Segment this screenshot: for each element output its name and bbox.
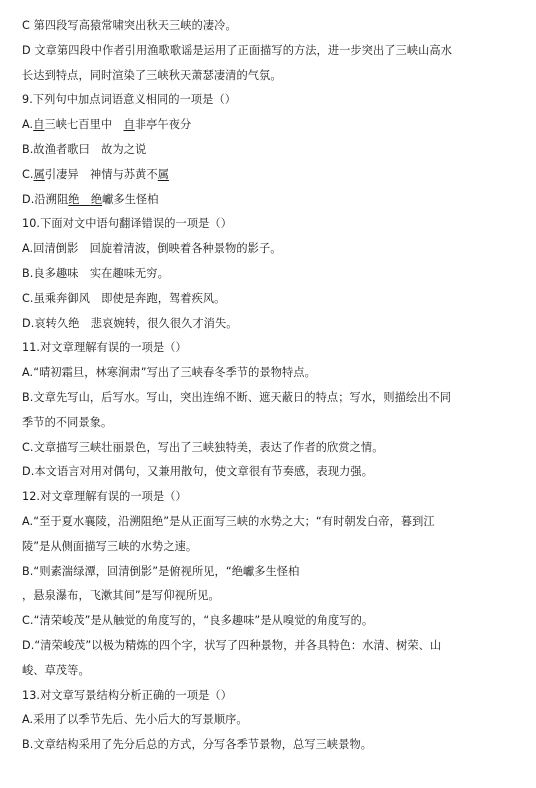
emphasized-word: 自 (123, 118, 135, 132)
text-line (22, 163, 518, 188)
text-span: C. (22, 167, 34, 181)
text-line: 季节的不同景象。 (22, 415, 113, 429)
text-line: D.本文语言对用对偶句，又兼用散句，使文章很有节奏感，表现力强。 (22, 465, 373, 479)
text-line: B.良多趣味 实在趣味无穷。 (22, 266, 169, 280)
text-line: B.文章结构采用了先分后总的方式，分写各季节景物，总写三峡景物。 (22, 738, 373, 752)
text-line: A.回清倒影 回旋着清波，倒映着各种景物的影子。 (22, 242, 282, 256)
text-line: 11.对文章理解有误的一项是（） (22, 341, 187, 355)
emphasized-word: 绝 (90, 192, 103, 206)
text-line: A.“晴初霜旦，林寒涧肃”写出了三峡春冬季节的景物特点。 (22, 366, 316, 380)
text-line: 长达到特点，同时渲染了三峡秋天萧瑟凄清的气氛。 (22, 68, 282, 82)
document-body (22, 14, 518, 758)
text-line: 12.对文章理解有误的一项是（） (22, 490, 187, 504)
text-line: D.哀转久绝 悲哀婉转，很久很久才消失。 (22, 316, 238, 330)
text-line: C.虽乘奔御风 即使是奔跑，驾着疾风。 (22, 291, 226, 305)
text-span: 巘多生怪柏 (102, 192, 159, 206)
emphasized-word: 绝 (68, 192, 80, 206)
text-span: 引凄异 神情与苏黄不 (44, 167, 158, 181)
text-line: 9.下列句中加点词语意义相同的一项是（） (22, 93, 237, 107)
text-line: B.文章先写山，后写水。写山，突出连绵不断、遮天蔽日的特点；写水，则描绘出不同 (22, 390, 452, 404)
text-line: D 文章第四段中作者引用渔歌歌谣是运用了正面描写的方法，进一步突出了三峡山高水 (22, 43, 453, 57)
text-line: 峻、草茂等。 (22, 663, 90, 677)
text-line: ，悬泉瀑布，飞漱其间”是写仰视所见。 (22, 589, 220, 603)
text-line: D.“清荣峻茂”以极为精炼的四个字，状写了四种景物，并各具特色：水清、树荣、山 (22, 638, 442, 652)
text-line: B.“则素湍绿潭，回清倒影”是俯视所见，“绝巘多生怪柏 (22, 564, 300, 578)
text-line: A.“至于夏水襄陵，沿溯阻绝”是从正面写三峡的水势之大；“有时朝发白帝，暮到江 (22, 514, 435, 528)
text-line (22, 113, 518, 138)
text-line: A.采用了以季节先后、先小后大的写景顺序。 (22, 713, 248, 727)
text-span: 非亭午夜分 (134, 118, 192, 132)
text-line: 10.下面对文中语句翻译错误的一项是（） (22, 217, 232, 231)
text-line: C 第四段写高猿常啸突出秋天三峡的凄冷。 (22, 19, 237, 32)
text-span: 三峡七百里中 (44, 118, 124, 132)
text-span: A. (22, 118, 34, 132)
text-line: 13.对文章写景结构分析正确的一项是（） (22, 688, 232, 702)
emphasized-word: 属 (33, 167, 45, 181)
emphasized-word (80, 193, 91, 206)
text-span: D.沿溯阻 (22, 192, 69, 206)
emphasized-word: 自 (33, 118, 45, 132)
text-line: C.文章描写三峡壮丽景色，写出了三峡独特美，表达了作者的欣赏之情。 (22, 440, 384, 454)
text-line: C.“清荣峻茂”是从触觉的角度写的，“良多趣味”是从嗅觉的角度写的。 (22, 614, 374, 628)
text-line: 陵”是从侧面描写三峡的水势之速。 (22, 539, 198, 553)
text-line (22, 188, 518, 213)
text-line: B.故渔者歌曰 故为之说 (22, 142, 147, 156)
emphasized-word: 属 (157, 167, 170, 181)
